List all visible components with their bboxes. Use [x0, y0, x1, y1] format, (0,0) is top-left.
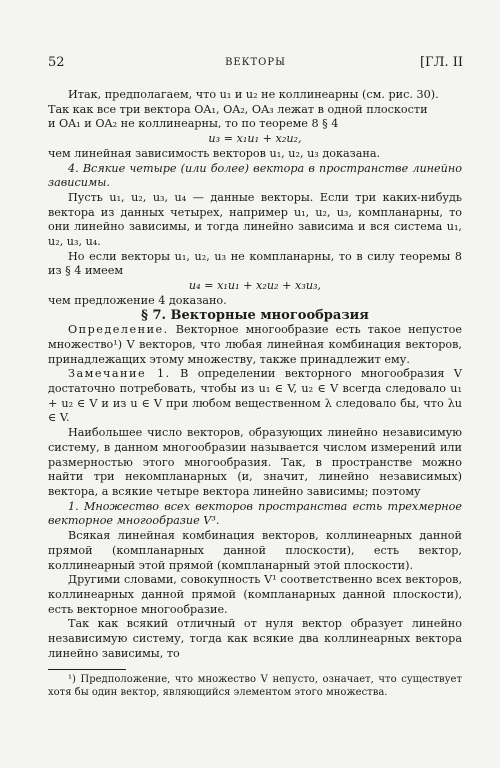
text-line: чем линейная зависимость векторов u₁, u₂, u₃ доказана. [48, 146, 381, 160]
footnote-rule [48, 669, 126, 670]
remark-label: Замечание 1. [68, 367, 171, 381]
definition-label: Определение. [68, 323, 169, 337]
proof-paragraph: Но если векторы u₁, u₂, u₃ не компланарны, то в силу теоремы 8 из § 4 имеем [48, 249, 462, 278]
section-title: § 7. Векторные многообразия [141, 307, 369, 323]
text-line: чем предложение 4 доказано. [48, 293, 227, 307]
page-body [48, 88, 462, 700]
footnote: ¹) Предположение, что множество V непусто, означает, что существует хотя бы один вектор, являющийся элементом этого множества. [48, 674, 462, 699]
remark-paragraph: Замечание 1. В определении векторного многообразия V достаточно потребовать, чтобы из u₁ ∈ V, u₂ ∈ V всегда следовало u₁ + u₂ ∈ V и из u ∈ V при любом вещественном λ следовало бы, что λu ∈ V. [48, 367, 462, 425]
text-paragraph: Всякая линейная комбинация векторов, коллинеарных данной прямой (компланарных данной плоскости), есть вектор, коллинеарный этой прямой (компланарный этой плоскости). [48, 529, 462, 572]
proposition-4: 4. Всякие четыре (или более) вектора в пространстве линейно зависимы. [48, 161, 462, 190]
dimension-paragraph: Наибольшее число векторов, образующих линейно независимую систему, в данном многообразии называется числом измерений или размерностью этого многообразия. Так, в пространстве можно найти три некомпланарных (и, значит, линейно независимых) вектора, а всякие четыре вектора линейно зависимы; поэтому [48, 426, 462, 498]
proof-paragraph: Пусть u₁, u₂, u₃, u₄ — данные векторы. Если три каких-нибудь вектора из данных четырех, например u₁, u₂, u₃, компланарны, то они линейно зависимы, и тогда линейно зависима и вся система u₁, u₂, u₃, u₄. [48, 190, 462, 249]
text-line: Так как все три вектора OA₁, OA₂, OA₃ лежат в одной плоскости [48, 102, 428, 116]
chapter-label: [ГЛ. II [419, 55, 463, 70]
equation: u₃ = x₁u₁ + x₂u₂, [208, 132, 302, 146]
page-number: 52 [48, 55, 65, 70]
running-title: ВЕКТОРЫ [225, 57, 286, 68]
text-line: Итак, предполагаем, что u₁ и u₂ не коллинеарны (см. рис. 30). [68, 88, 439, 101]
equation: u₄ = x₁u₁ + x₂u₂ + x₃u₃, [188, 279, 322, 293]
text-line: и OA₁ и OA₂ не коллинеарны, то по теореме 8 § 4 [48, 117, 339, 131]
text-paragraph: Другими словами, совокупность V¹ соответственно всех векторов, коллинеарных данной прямой (компланарных данной плоскости), есть векторное многообразие. [48, 573, 462, 616]
definition-paragraph: Определение. Векторное многообразие есть такое непустое множество¹) V векторов, что любая линейная комбинация векторов, принадлежащих этому множеству, также принадлежит ему. [48, 323, 462, 366]
text-paragraph: Так как всякий отличный от нуля вектор образует линейно независимую систему, тогда как всякие два коллинеарных вектора линейно зависимы, то [48, 617, 462, 660]
running-header [48, 55, 463, 73]
proposition-1: 1. Множество всех векторов пространства есть трехмерное векторное многообразие V³. [48, 499, 462, 528]
